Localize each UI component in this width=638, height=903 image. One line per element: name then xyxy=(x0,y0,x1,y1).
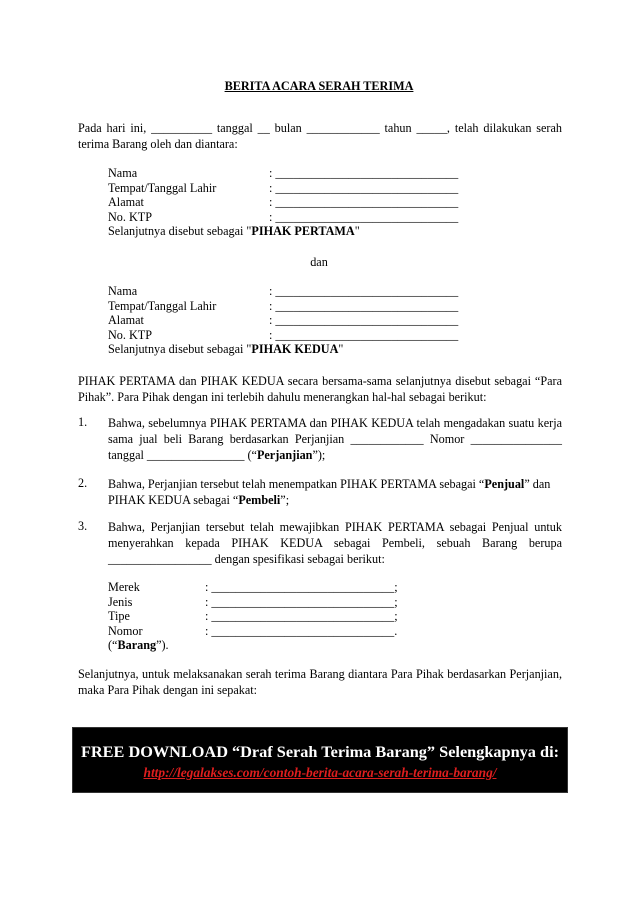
field-blank: : ______________________________ xyxy=(269,284,459,298)
spec-field xyxy=(108,580,428,595)
field-label: Tempat/Tanggal Lahir xyxy=(108,298,217,313)
field-blank: : ______________________________ xyxy=(269,298,459,313)
download-banner xyxy=(72,727,568,793)
defined-name: Barang xyxy=(117,638,157,652)
field-label: Tempat/Tanggal Lahir xyxy=(108,180,217,195)
party-two-field xyxy=(108,328,468,343)
party-one-field xyxy=(108,181,468,196)
spec-blank: : ______________________________; xyxy=(205,580,398,594)
designation-prefix: Selanjutnya disebut sebagai " xyxy=(108,224,252,238)
party-two-field xyxy=(108,284,468,299)
spec-label: Jenis xyxy=(108,594,133,609)
defined-suffix: ”). xyxy=(156,638,169,652)
recital-3-text: Bahwa, Perjanjian tersebut telah mewajibkan PIHAK PERTAMA sebagai Penjual untuk menyerahkan kepada PIHAK KEDUA sebagai Pembeli, sebuah Barang berupa _________________ dengan spesifikasi sebagai berikut: xyxy=(108,520,562,566)
closing-paragraph: Selanjutnya, untuk melaksanakan serah terima Barang diantara Para Pihak berdasarkan Perjanjian, maka Para Pihak dengan ini sepakat: xyxy=(78,667,562,697)
designation-name: PIHAK KEDUA xyxy=(251,342,339,356)
field-blank: : ______________________________ xyxy=(269,180,459,195)
recital-text: ”); xyxy=(312,448,326,462)
spec-blank: : ______________________________; xyxy=(205,609,398,623)
spec-label: Merek xyxy=(108,580,140,594)
spec-field xyxy=(108,624,428,639)
spec-label: Nomor xyxy=(108,623,143,638)
party-one-field xyxy=(108,210,468,225)
field-label: Alamat xyxy=(108,195,144,209)
recital-defined-term: Perjanjian xyxy=(256,448,313,462)
spec-field xyxy=(108,609,428,624)
spec-field xyxy=(108,595,428,610)
field-blank: : ______________________________ xyxy=(269,195,459,209)
download-link[interactable]: http://legalakses.com/contoh-berita-acara-serah-terima-barang/ xyxy=(143,765,497,780)
document-title: BERITA ACARA SERAH TERIMA xyxy=(224,79,414,93)
recital-number: 1. xyxy=(78,415,88,429)
party-two-field xyxy=(108,299,468,314)
recital-2-text xyxy=(108,476,554,508)
party-one-field xyxy=(108,195,468,210)
field-blank: : ______________________________ xyxy=(269,166,459,180)
field-blank: : ______________________________ xyxy=(269,313,459,327)
party-one-field xyxy=(108,166,468,181)
spec-label: Tipe xyxy=(108,609,130,623)
designation-suffix: " xyxy=(338,342,344,356)
recital-defined-term: Pembeli xyxy=(238,493,281,507)
party-two-block xyxy=(108,284,468,357)
goods-defined-term xyxy=(108,638,428,653)
field-label: Alamat xyxy=(108,313,144,327)
field-label: Nama xyxy=(108,284,138,298)
spec-blank: : ______________________________. xyxy=(205,623,398,638)
recital-text: ” dan PIHAK KEDUA sebagai “ xyxy=(108,477,551,507)
designation-prefix: Selanjutnya disebut sebagai " xyxy=(108,342,252,356)
field-blank: : ______________________________ xyxy=(269,209,459,224)
recital-defined-term: Penjual xyxy=(484,477,525,491)
recital-text: ”; xyxy=(280,493,290,507)
recital-text: Bahwa, sebelumnya PIHAK PERTAMA dan PIHAK KEDUA telah mengadakan suatu kerja sama jual beli Barang berdasarkan Perjanjian ____________ Nomor _______________ tanggal ________________ (“ xyxy=(108,416,562,462)
party-two-designation xyxy=(108,342,468,357)
goods-spec-block xyxy=(108,580,428,653)
field-label: Nama xyxy=(108,166,138,180)
recital-number: 2. xyxy=(78,476,88,490)
party-one-designation xyxy=(108,224,468,239)
field-label: No. KTP xyxy=(108,327,153,342)
recital-1-text xyxy=(108,415,562,463)
party-two-field xyxy=(108,313,468,328)
field-label: No. KTP xyxy=(108,209,153,224)
recital-text: Bahwa, Perjanjian tersebut telah menempatkan PIHAK PERTAMA sebagai “ xyxy=(108,477,485,491)
designation-name: PIHAK PERTAMA xyxy=(251,224,355,238)
designation-suffix: " xyxy=(354,224,360,238)
intro-paragraph: Pada hari ini, __________ tanggal __ bulan ____________ tahun _____, telah dilakukan serah terima Barang oleh dan diantara: xyxy=(78,121,562,151)
field-blank: : ______________________________ xyxy=(269,327,459,342)
spec-blank: : ______________________________; xyxy=(205,594,398,609)
banner-title: FREE DOWNLOAD “Draf Serah Terima Barang” Selengkapnya di: xyxy=(80,742,560,761)
party-one-block xyxy=(108,166,468,239)
recital-number: 3. xyxy=(78,519,88,533)
connector-text: dan xyxy=(310,255,328,269)
defined-prefix: (“ xyxy=(108,638,118,652)
parties-intro-paragraph: PIHAK PERTAMA dan PIHAK KEDUA secara bersama-sama selanjutnya disebut sebagai “Para Pihak”. Para Pihak dengan ini terlebih dahulu menerangkan hal-hal sebagai berikut: xyxy=(78,374,562,404)
